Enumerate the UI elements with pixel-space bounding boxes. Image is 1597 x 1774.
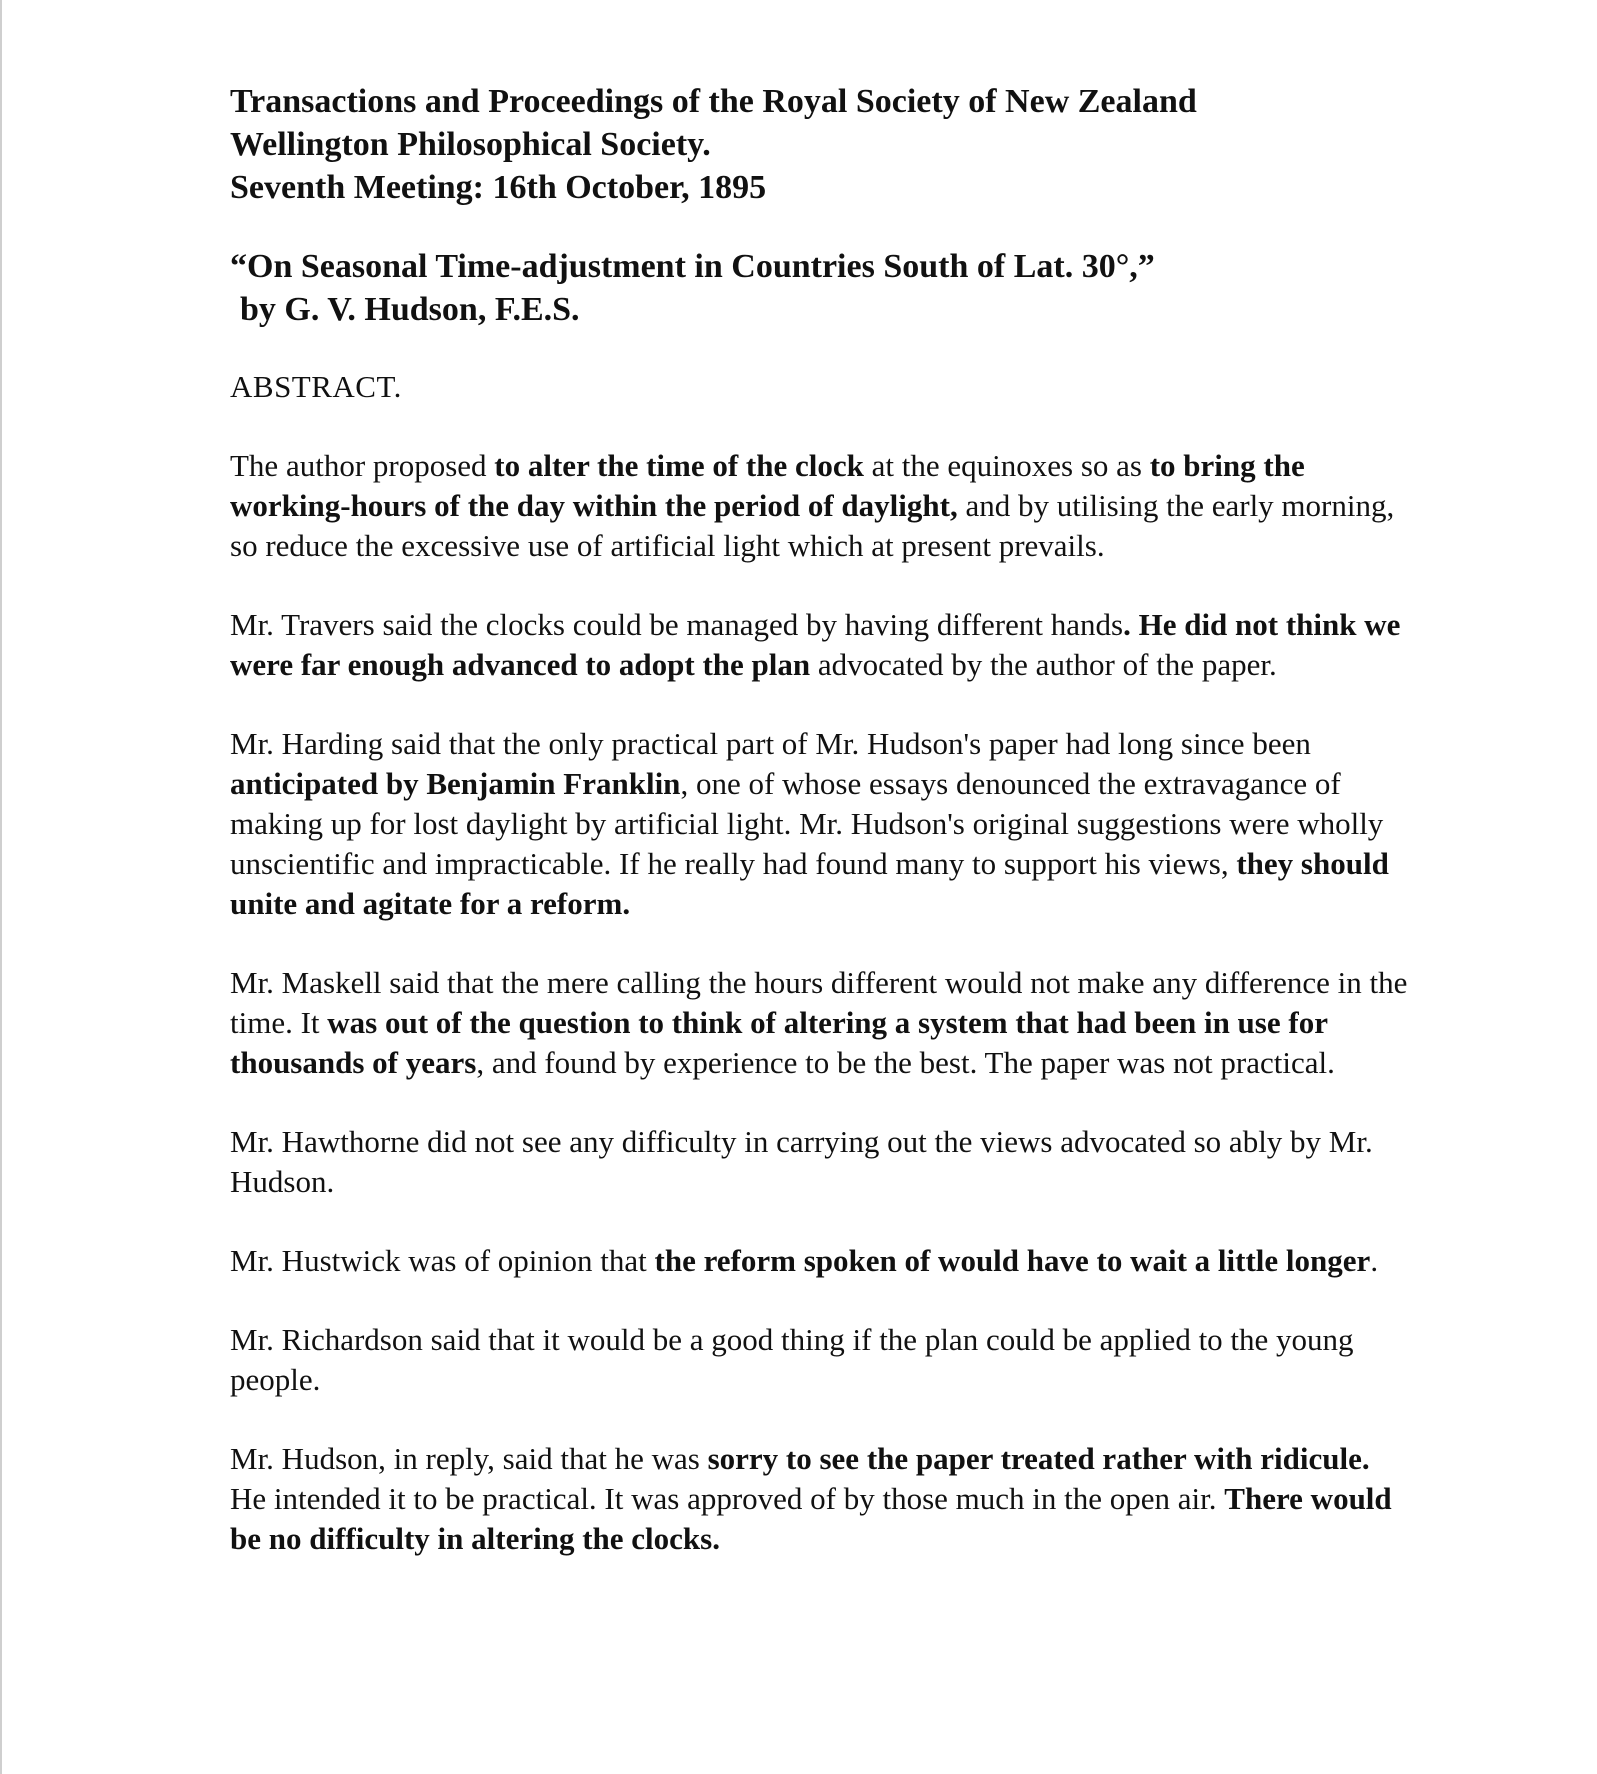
society-name: Wellington Philosophical Society. xyxy=(230,126,711,163)
document-page xyxy=(230,80,1410,1590)
emphasis-run: to alter the time of the clock xyxy=(494,448,864,483)
abstract-heading: ABSTRACT. xyxy=(230,369,402,404)
paragraph-maskell xyxy=(230,963,1410,1083)
paragraph-hawthorne xyxy=(230,1122,1410,1202)
paragraph-richardson xyxy=(230,1320,1410,1400)
emphasis-run: sorry to see the paper treated rather with ridicule. xyxy=(707,1441,1370,1476)
paper-title-block xyxy=(230,245,1410,331)
paragraph-hustwick xyxy=(230,1241,1410,1281)
text-run: Mr. Hawthorne did not see any difficulty in carrying out the views advocated so ably by Mr. Hudson. xyxy=(230,1124,1373,1199)
text-run: Mr. Hustwick was of opinion that xyxy=(230,1243,655,1278)
document-header xyxy=(230,80,1410,209)
paper-title: “On Seasonal Time-adjustment in Countries South of Lat. 30°,” xyxy=(230,248,1155,285)
emphasis-run: anticipated by Benjamin Franklin xyxy=(230,766,681,801)
page-left-border xyxy=(0,0,2,1774)
text-run: Mr. Harding said that the only practical part of Mr. Hudson's paper had long since been xyxy=(230,726,1311,761)
emphasis-run: There would be no difficulty in altering the clocks. xyxy=(230,1481,1392,1556)
text-run: He intended it to be practical. It was approved of by those much in the open air. xyxy=(230,1481,1225,1516)
paragraph-hudson-reply xyxy=(230,1439,1410,1559)
emphasis-run: was out of the question to think of altering a system that had been in use for thousands of years xyxy=(230,1005,1328,1080)
text-run: Mr. Richardson said that it would be a good thing if the plan could be applied to the young people. xyxy=(230,1322,1354,1397)
emphasis-run: to bring the working-hours of the day within the period of daylight, xyxy=(230,448,1305,523)
text-run: Mr. Travers said the clocks could be managed by having different hands xyxy=(230,607,1124,642)
journal-title: Transactions and Proceedings of the Royal Society of New Zealand xyxy=(230,83,1197,120)
paragraph-travers xyxy=(230,605,1410,685)
paragraph-author-proposal xyxy=(230,446,1410,566)
text-run: . xyxy=(1370,1243,1379,1278)
text-run: advocated by the author of the paper. xyxy=(810,647,1277,682)
text-run: , one of whose essays denounced the extravagance of making up for lost daylight by artificial light. Mr. Hudson's original suggestions were wholly unscientific and impracticable. If he really had found many to support his views, xyxy=(230,766,1384,881)
text-run: at the equinoxes so as xyxy=(863,448,1150,483)
emphasis-run: they should unite and agitate for a reform. xyxy=(230,846,1389,921)
text-run: , and found by experience to be the best. The paper was not practical. xyxy=(476,1045,1335,1080)
emphasis-run: . He did not think we were far enough advanced to adopt the plan xyxy=(230,607,1401,682)
text-run: The author proposed xyxy=(230,448,495,483)
text-run: and by utilising the early morning, so reduce the excessive use of artificial light which at present prevails. xyxy=(230,488,1395,563)
emphasis-run: the reform spoken of would have to wait a little longer xyxy=(654,1243,1371,1278)
text-run: Mr. Maskell said that the mere calling the hours different would not make any difference in the time. It xyxy=(230,965,1408,1040)
meeting-date: Seventh Meeting: 16th October, 1895 xyxy=(230,169,767,206)
text-run: Mr. Hudson, in reply, said that he was xyxy=(230,1441,708,1476)
paper-author: by G. V. Hudson, F.E.S. xyxy=(240,291,580,328)
paragraph-harding xyxy=(230,724,1410,924)
